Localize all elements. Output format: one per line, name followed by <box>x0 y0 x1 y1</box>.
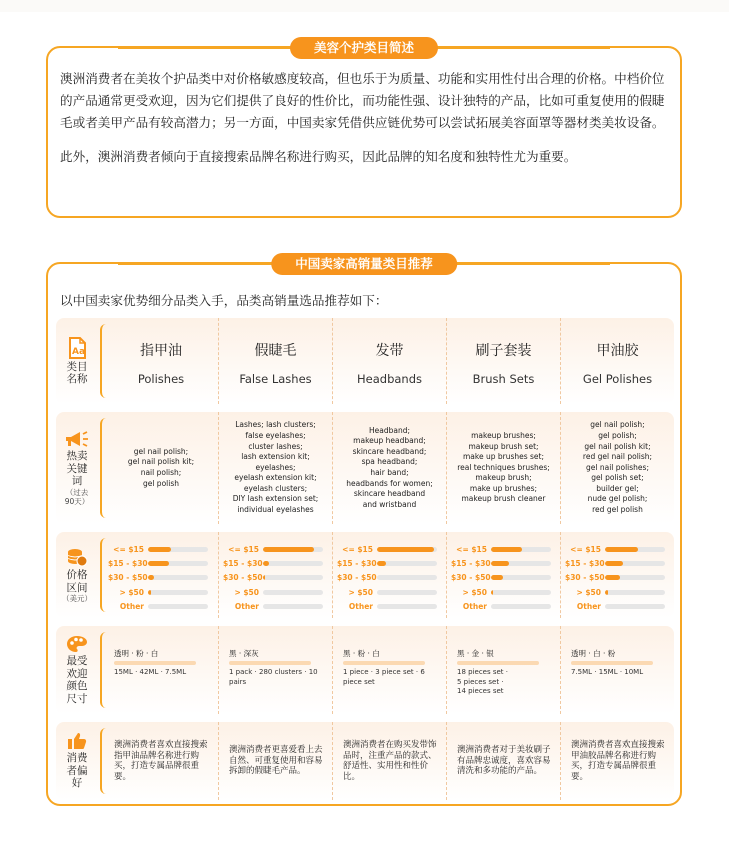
price-bar-track <box>491 590 551 595</box>
price-bar-track <box>148 590 208 595</box>
row-label-line: 关键 <box>66 462 88 475</box>
price-cell <box>332 532 446 618</box>
price-range-label: $30 - $50 <box>451 573 491 583</box>
row-label-line: 尺寸 <box>66 692 88 705</box>
price-range-label: $15 - $30 <box>451 559 491 569</box>
recommendation-title: 中国卖家高销量类目推荐 <box>271 253 457 275</box>
keywords-cell <box>104 412 218 524</box>
price-cell <box>446 532 560 618</box>
price-bar-track <box>377 604 437 609</box>
popular-sizes: 1 pack · 280 clusters · 10 pairs <box>229 668 318 686</box>
price-range-label: > $50 <box>462 587 487 597</box>
row-label-line: 词 <box>71 475 83 488</box>
category-name-en: Polishes <box>137 372 185 386</box>
category-cell <box>332 318 446 404</box>
preference-text: 澳洲消费者喜欢直接搜索甲油胶品牌名称进行购买，打造专属品牌很重要。 <box>571 740 665 782</box>
price-bar-track <box>263 561 323 566</box>
popular-colors: 透明 · 粉 · 白 <box>114 649 159 658</box>
price-bar-track <box>263 604 323 609</box>
price-range-label: <= $15 <box>113 544 144 554</box>
price-item <box>223 600 329 614</box>
overview-paragraph: 澳洲消费者在美妆个护品类中对价格敏感度较高，但也乐于为质量、功能和实用性付出合理的价格。中档价位的产品通常更受欢迎，因为它们提供了良好的性价比，而功能性强、设计独特的产品，比如可重复使用的假睫毛或者美甲产品有较高潜力；另一方面，中国卖家凭借供应链优势可以尝试拓展美容面罩等器材类美妆设备。 <box>60 71 665 130</box>
price-bar-track <box>491 575 551 580</box>
category-name-en: Gel Polishes <box>582 372 653 386</box>
price-bar-track <box>605 575 665 580</box>
price-item <box>565 571 671 585</box>
price-bar-fill <box>263 575 265 580</box>
color-size-cell <box>218 626 332 714</box>
megaphone-icon <box>64 430 90 448</box>
row-label-line: 欢迎 <box>66 667 88 680</box>
price-bar-track <box>377 561 437 566</box>
keywords-text: Headband; makeup headband; skincare headband; spa headband; hair band; headbands for women; skincare headband and wristband <box>346 425 433 509</box>
price-item <box>451 600 557 614</box>
preference-text: 澳洲消费者对于美妆刷子有品牌忠诚度，喜欢容易清洗和多功能的产品。 <box>457 745 551 777</box>
price-item <box>108 600 214 614</box>
price-item <box>108 571 214 585</box>
category-cell <box>560 318 674 404</box>
color-size-cell <box>104 626 218 714</box>
price-bar-fill <box>263 547 314 552</box>
price-item <box>451 556 557 570</box>
price-range-label: > $50 <box>119 587 144 597</box>
price-item <box>108 585 214 599</box>
price-item <box>565 585 671 599</box>
color-divider-bar <box>343 661 425 665</box>
price-bar-track <box>263 575 323 580</box>
price-bar-track <box>491 604 551 609</box>
price-item <box>565 542 671 556</box>
category-cell <box>218 318 332 404</box>
price-bar-track <box>148 604 208 609</box>
price-range-label: Other <box>234 602 259 612</box>
price-item <box>565 556 671 570</box>
price-list <box>337 542 443 614</box>
price-bar-fill <box>491 575 503 580</box>
color-size-cell <box>332 626 446 714</box>
popular-sizes: 1 piece · 3 piece set · 6 piece set <box>343 668 425 686</box>
overview-title: 美容个护类目简述 <box>290 37 438 59</box>
price-range-label: Other <box>119 602 144 612</box>
price-range-label: $30 - $50 <box>337 573 377 583</box>
popular-sizes: 15ML · 42ML · 7.5ML <box>114 668 187 676</box>
keywords-row <box>56 412 674 524</box>
price-range-label: $30 - $50 <box>108 573 148 583</box>
price-bar-fill <box>148 575 154 580</box>
row-label-line: 热卖 <box>66 450 88 463</box>
preference-cell <box>104 722 218 800</box>
price-item <box>565 600 671 614</box>
price-bar-fill <box>605 575 620 580</box>
keywords-cell <box>218 412 332 524</box>
color-divider-bar <box>571 661 653 665</box>
top-strip <box>0 0 729 12</box>
row-label-sub: （过去 <box>65 487 89 497</box>
price-bar-track <box>377 590 437 595</box>
popular-sizes: 18 pieces set · 5 pieces set · 14 pieces set <box>457 668 509 695</box>
category-name-cn: 假睫毛 <box>254 343 297 359</box>
price-item <box>223 542 329 556</box>
price-item <box>337 571 443 585</box>
preference-row-label <box>56 722 98 800</box>
preference-text: 澳洲消费者更喜爱看上去自然、可重复使用和容易拆卸的假睫毛产品。 <box>229 745 323 777</box>
keywords-text: gel nail polish; gel nail polish kit; nail polish; gel polish <box>127 446 195 488</box>
price-bar-fill <box>605 547 638 552</box>
price-row-label <box>56 532 98 618</box>
preference-cell <box>218 722 332 800</box>
row-label-line: 区间 <box>66 581 88 594</box>
popular-sizes: 7.5ML · 15ML · 10ML <box>571 668 644 676</box>
row-label-line: 最受 <box>66 655 88 667</box>
popular-colors: 黑 · 深灰 <box>229 649 259 658</box>
overview-paragraph: 此外，澳洲消费者倾向于直接搜索品牌名称进行购买，因此品牌的知名度和独特性尤为重要。 <box>60 149 577 164</box>
category-name-en: Headbands <box>357 372 422 386</box>
price-bar-fill <box>377 561 386 566</box>
preference-cell <box>332 722 446 800</box>
row-label-line: 名称 <box>66 373 88 385</box>
preference-text: 澳洲消费者在购买发带饰品时，注重产品的款式、舒适性、实用性和性价比。 <box>343 740 437 782</box>
category-cell <box>104 318 218 404</box>
keywords-row-label <box>56 412 98 524</box>
preference-cell <box>560 722 674 800</box>
price-list <box>223 542 329 614</box>
popular-colors: 透明 · 白 · 粉 <box>571 649 616 658</box>
category-cell <box>446 318 560 404</box>
price-item <box>108 556 214 570</box>
price-item <box>337 556 443 570</box>
keywords-cell <box>560 412 674 524</box>
price-bar-fill <box>377 547 434 552</box>
price-item <box>337 542 443 556</box>
preference-text: 澳洲消费者喜欢直接搜索指甲油品牌名称进行购买，打造专属品牌很重要。 <box>114 740 208 782</box>
price-range-label: <= $15 <box>228 544 259 554</box>
category-name-cn: 发带 <box>375 343 404 359</box>
category-name-cn: 甲油胶 <box>596 343 639 359</box>
price-range-label: Other <box>576 602 601 612</box>
keywords-text: gel nail polish; gel polish; gel nail polish kit; red gel nail polish; gel nail polishes; gel polish set; builder gel; nude gel polish; red gel polish <box>582 420 653 515</box>
price-range-label: <= $15 <box>456 544 487 554</box>
category-name-cn: 指甲油 <box>140 343 182 359</box>
color-row-label <box>56 626 98 714</box>
price-bar-fill <box>263 561 269 566</box>
price-item <box>223 585 329 599</box>
overview-text <box>60 68 672 168</box>
category-row-label <box>56 318 98 404</box>
preference-row <box>56 722 674 800</box>
price-bar-fill <box>491 590 493 595</box>
price-item <box>223 556 329 570</box>
price-range-label: > $50 <box>576 587 601 597</box>
color-divider-bar <box>457 661 539 665</box>
price-bar-track <box>605 547 665 552</box>
preference-cell <box>446 722 560 800</box>
price-item <box>337 585 443 599</box>
price-item <box>451 571 557 585</box>
price-bar-track <box>263 590 323 595</box>
keywords-cell <box>332 412 446 524</box>
svg-text:Aa: Aa <box>72 346 86 357</box>
category-name-en: Brush Sets <box>472 372 535 386</box>
recommendation-intro: 以中国卖家优势细分品类入手，品类高销量选品推荐如下： <box>60 293 388 308</box>
price-range-label: $15 - $30 <box>223 559 263 569</box>
color-size-row <box>56 626 674 714</box>
price-list <box>108 542 214 614</box>
row-label-line: 价格 <box>66 569 88 581</box>
row-label-line: 好 <box>71 777 83 790</box>
price-bar-fill <box>148 561 169 566</box>
price-row <box>56 532 674 618</box>
price-range-label: Other <box>462 602 487 612</box>
price-bar-track <box>148 547 208 552</box>
color-size-cell <box>446 626 560 714</box>
price-range-label: Other <box>348 602 373 612</box>
price-bar-fill <box>148 590 151 595</box>
keywords-cell <box>446 412 560 524</box>
thumbs-up-icon <box>67 732 87 750</box>
price-range-label: $15 - $30 <box>565 559 605 569</box>
overview-panel <box>46 40 682 218</box>
price-list <box>565 542 671 614</box>
price-bar-fill <box>491 561 509 566</box>
price-item <box>108 542 214 556</box>
row-label-sub: 90天） <box>64 496 90 506</box>
popular-colors: 黑 · 粉 · 白 <box>343 649 380 658</box>
price-bar-fill <box>491 547 522 552</box>
row-label-sub: （美元） <box>62 594 92 603</box>
popular-colors: 黑 · 金 · 银 <box>457 649 494 658</box>
price-range-label: <= $15 <box>570 544 601 554</box>
keywords-text: makeup brushes; makeup brush set; make up brushes set; real techniques brushes; makeup brush; make up brushes; makeup brush cleaner <box>457 430 550 504</box>
color-divider-bar <box>229 661 311 665</box>
price-item <box>451 585 557 599</box>
row-label-line: 者偏 <box>66 764 88 777</box>
category-name-cn: 刷子套装 <box>475 343 532 359</box>
price-range-label: <= $15 <box>342 544 373 554</box>
price-range-label: > $50 <box>234 587 259 597</box>
price-range-label: $15 - $30 <box>108 559 148 569</box>
price-bar-fill <box>605 590 608 595</box>
keywords-text: Lashes; lash clusters; false eyelashes; cluster lashes; lash extension kit; eyelashes; eyelash extension kit; eyelash clusters; DIY lash extension set; individual eyelashes <box>232 420 319 515</box>
row-label-line: 颜色 <box>66 680 88 692</box>
price-bar-track <box>148 575 208 580</box>
price-bar-track <box>377 547 437 552</box>
font-aa-icon <box>67 337 87 359</box>
price-range-label: > $50 <box>348 587 373 597</box>
coins-icon <box>66 547 88 567</box>
price-list <box>451 542 557 614</box>
palette-icon <box>66 635 88 653</box>
price-cell <box>218 532 332 618</box>
price-bar-track <box>605 604 665 609</box>
price-bar-track <box>148 561 208 566</box>
price-range-label: $30 - $50 <box>565 573 605 583</box>
color-size-cell <box>560 626 674 714</box>
price-range-label: $15 - $30 <box>337 559 377 569</box>
price-cell <box>560 532 674 618</box>
recommendation-panel <box>46 256 682 806</box>
price-bar-fill <box>605 561 623 566</box>
price-bar-fill <box>148 547 171 552</box>
price-item <box>223 571 329 585</box>
row-label-line: 消费 <box>66 752 88 765</box>
price-range-label: $30 - $50 <box>223 573 263 583</box>
price-bar-track <box>491 547 551 552</box>
price-item <box>451 542 557 556</box>
color-divider-bar <box>114 661 196 665</box>
row-label-line: 类目 <box>66 360 88 373</box>
price-bar-track <box>377 575 437 580</box>
price-bar-track <box>491 561 551 566</box>
price-item <box>337 600 443 614</box>
price-bar-track <box>263 547 323 552</box>
price-bar-track <box>605 590 665 595</box>
category-name-en: False Lashes <box>239 372 312 386</box>
price-bar-track <box>605 561 665 566</box>
category-row <box>56 318 674 404</box>
price-cell <box>104 532 218 618</box>
